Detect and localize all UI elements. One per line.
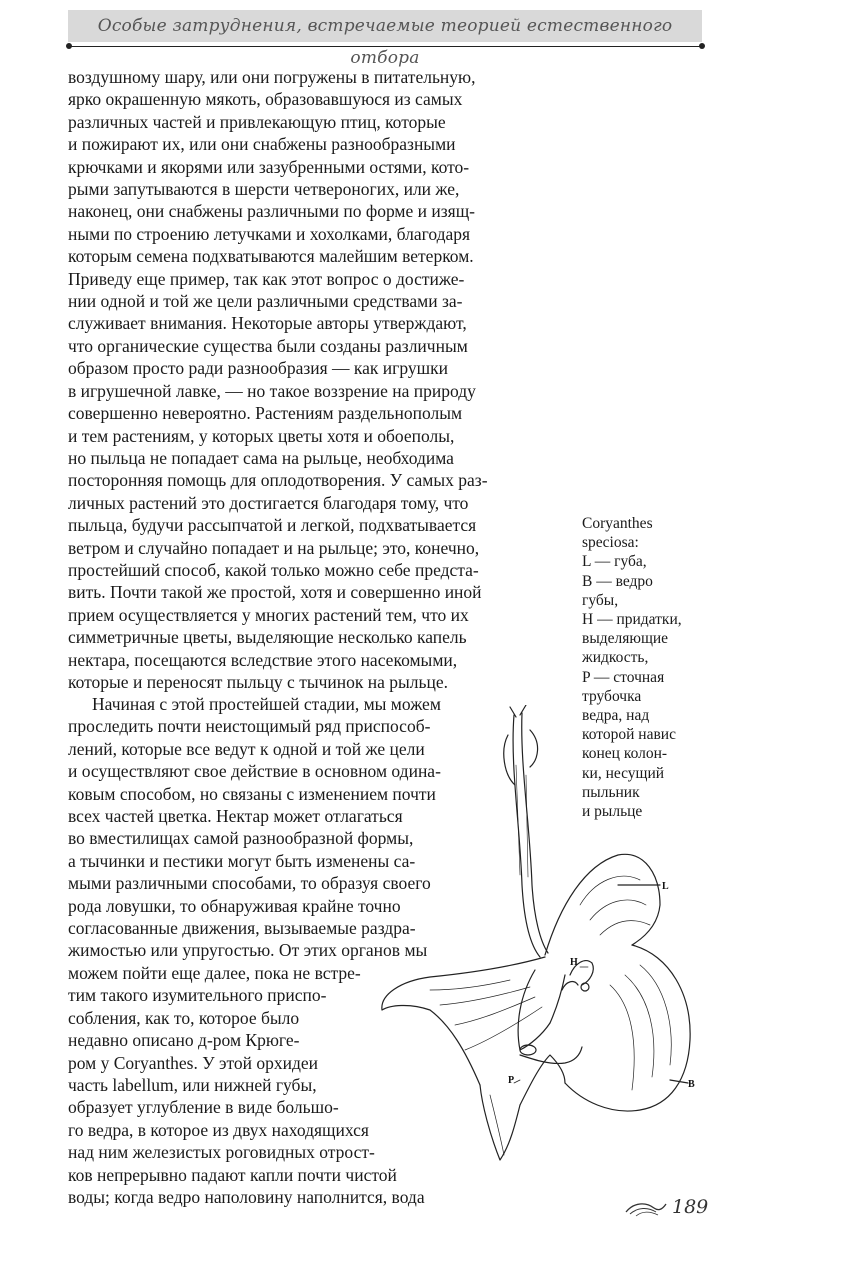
caption-line: жидкость, [582,649,649,667]
text-line: и пожирают их, или они снабжены разнообразными [68,134,456,155]
caption-line: L — губа, [582,553,647,571]
text-line: согласованные движения, вызываемые раздра- [68,918,416,939]
text-line: наконец, они снабжены различными по форме и изящ- [68,201,476,222]
text-line: рыми запутываются в шерсти четвероногих, или же, [68,179,460,200]
page-number: 189 [672,1196,709,1218]
text-line: часть labellum, или нижней губы, [68,1074,317,1095]
header-rule [68,46,702,47]
text-line: рода ловушки, то обнаруживая крайне точно [68,895,401,916]
orchid-illustration [370,705,715,1165]
text-line: личных растений это достигается благодаря тому, что [68,492,469,513]
flourish-ornament-icon [624,1198,668,1218]
text-line: служивает внимания. Некоторые авторы утверждают, [68,313,467,334]
text-line: прием осуществляется у многих растений тем, что их [68,604,469,625]
body-paragraph-top [68,66,563,693]
text-line: и осуществляют свое действие в основном одина- [68,761,441,782]
text-line: го ведра, в которое из двух находящихся [68,1119,369,1140]
caption-line: пыльник [582,783,640,801]
text-line: что органические существа были созданы различным [68,335,468,356]
text-line: но пыльца не попадает сама на рыльце, необходима [68,447,454,468]
text-line: нектара, посещаются вследствие этого насекомыми, [68,649,458,670]
text-line: ными по строению летучками и хохолками, благодаря [68,223,471,244]
caption-line: speciosa: [582,534,639,552]
text-line: и тем растениям, у которых цветы хотя и обоеполы, [68,425,455,446]
header-rule-dot-right [699,43,705,49]
text-line: всех частей цветка. Нектар может отлагаться [68,806,403,827]
text-line: ков непрерывно падают капли почти чистой [68,1164,397,1185]
caption-line: выделяющие [582,630,669,648]
header-rule-dot-left [66,43,72,49]
caption-line: губы, [582,591,619,609]
text-line: в игрушечной лавке, — но такое воззрение на природу [68,380,476,401]
label-P: P [508,1075,515,1086]
text-line: посторонняя помощь для оплодотворения. У самых раз- [68,470,488,491]
text-line: симметричные цветы, выделяющие несколько капель [68,627,467,648]
text-line: крючками и якорями или зазубренными остями, кото- [68,156,470,177]
text-line: тим такого изумительного приспо- [68,985,327,1006]
label-H: H [570,957,578,968]
text-line: во вместилищах самой разнообразной формы, [68,828,414,849]
text-line: мыми различными способами, то образуя своего [68,873,431,894]
text-line: простейший способ, какой только можно себе предста- [68,559,479,580]
caption-line: ведра, над [582,707,650,725]
text-line: различных частей и привлекающую птиц, которые [68,111,446,132]
caption-line: конец колон- [582,745,668,763]
text-line: можем пойти еще далее, пока не встре- [68,962,361,983]
caption-line: B — ведро [582,572,653,590]
text-line: ветром и случайно попадает и на рыльце; это, конечно, [68,537,480,558]
text-line: собления, как то, которое было [68,1007,300,1028]
running-head: Особые затруднения, встречаемые теорией естественного отбора [97,16,673,68]
caption-line: P — сточная [582,668,665,686]
text-line: пыльца, будучи рассыпчатой и легкой, подхватывается [68,515,477,536]
text-line: совершенно невероятно. Растениям раздельнополым [68,403,463,424]
orchid-lip [545,854,660,955]
text-line: ярко окрашенную мякоть, образовавшуюся из самых [68,89,463,110]
text-line: воды; когда ведро наполовину наполнится, вода [68,1186,425,1207]
caption-line: ки, несущий [582,764,665,782]
text-line: которым семена подхватываются малейшим ветерком. [68,246,474,267]
caption-line: и рыльце [582,803,643,821]
text-line: образом просто ради разнообразия — как игрушки [68,358,448,379]
text-line: которые и переносят пыльцу с тычинок на рыльце. [68,671,449,692]
orchid-bucket [565,945,690,1111]
text-line: над ним железистых роговидных отрост- [68,1142,375,1163]
text-line: вить. Почти такой же простой, хотя и совершенно иной [68,582,482,603]
text-line: жимостью или упругостью. От этих органов мы [68,940,428,961]
text-line: ром у Coryanthes. У этой орхидеи [68,1052,319,1073]
caption-line: Coryanthes [582,515,653,532]
text-line: недавно описано д-ром Крюге- [68,1030,300,1051]
text-line: а тычинки и пестики могут быть изменены са- [68,850,416,871]
text-line: Приведу еще пример, так как этот вопрос о достиже- [68,268,465,289]
page-footer [624,1196,714,1222]
caption-line: трубочка [582,687,642,705]
text-line: Начиная с этой простейшей стадии, мы можем [92,694,441,714]
label-B: B [688,1079,695,1090]
caption-line: которой навис [582,726,676,744]
text-line: образует углубление в виде большо- [68,1097,339,1118]
label-L: L [662,881,669,892]
text-line: ковым способом, но связаны с изменением почти [68,783,436,804]
caption-line: H — придатки, [582,611,682,629]
text-line: проследить почти неистощимый ряд приспособ- [68,716,431,737]
text-line: лений, которые все ведут к одной и той же цели [68,738,425,759]
text-line: воздушному шару, или они погружены в питательную, [68,67,476,87]
text-line: нии одной и той же цели различными средствами за- [68,291,463,312]
